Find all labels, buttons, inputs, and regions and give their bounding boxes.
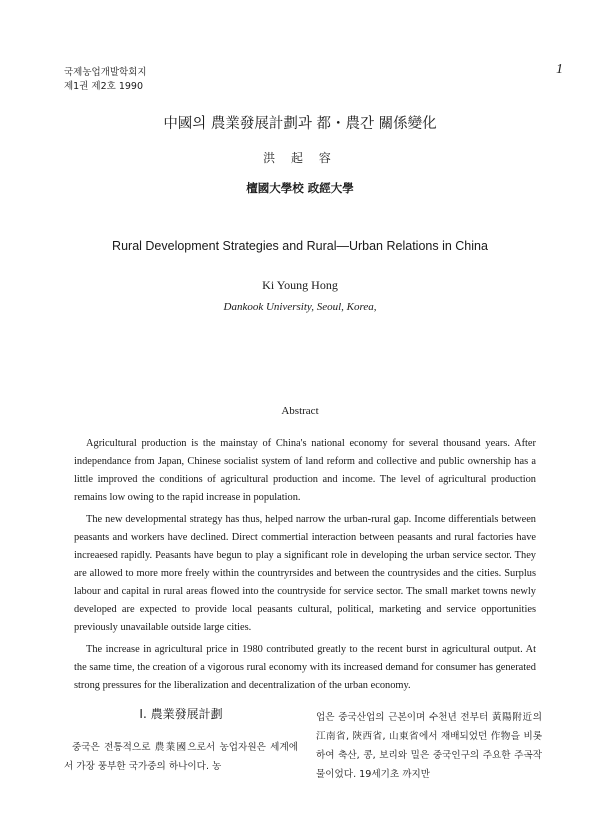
korean-affiliation: 檀國大學校 政經大學 [246,181,354,195]
body-text-right: 업은 중국산업의 근본이며 수천년 전부터 黃陽附近의 江南省, 陝西省, 山東省에서 재배되었던 作物을 비롯하여 축산, 콩, 보리와 밀은 중국인구의 주요한 주곡작물이었다. 19세기초 까지만 [316,712,542,780]
abstract-paragraph: The increase in agricultural price in 1980 contributed greatly to the recent burst in agricultural output. At the same time, the creation of a vigorous rural economy with its increased demand for consumer has generated strong pressures for the liberalization and decentralization of the urban economy. [74,644,536,691]
abstract-body [74,435,536,699]
journal-volume: 제1권 제2호 1990 [64,81,144,92]
english-affiliation: Dankook University, Seoul, Korea, [223,301,377,313]
page-number: 1 [556,62,563,77]
english-title: Rural Development Strategies and Rural—Urban Relations in China [112,239,488,253]
body-right-column [316,708,542,784]
abstract-paragraph: The new developmental strategy has thus, helped narrow the urban-rural gap. Income differentials between peasants and workers have declined. Direct commertial interaction between peasants and rural factories have increaesed rapidly. Peasants have begun to play a significant role in developing the urban service sector. They are allowed to more more freely within the countryrsides and between the countrysides and the cities. Surplus labour and capital in rural areas flowed into the countryside for service sector. The small market towns newly developed are expected to provide local peasants cultural, political, marketing and service opportunities previously unavailable outside large cities. [74,514,536,633]
english-author: Ki Young Hong [262,278,338,292]
journal-header [64,66,147,94]
abstract-paragraph: Agricultural production is the mainstay of China's national economy for several thousand years. After independance from Japan, Chinese socialist system of land reform and collective and public ownership has a little improved the conditions of agricultural production and income. The level of agricultural production remains low owing to the rapid increase in population. [74,438,536,503]
section-heading: Ⅰ. 農業發展計劃 [139,707,223,721]
journal-name: 국제농업개발학회지 [64,67,147,78]
korean-title: 中國의 農業發展計劃과 都・農간 關係變化 [163,116,437,132]
body-left-column [64,705,298,776]
body-text-left: 중국은 전통적으로 農業國으로서 농업자원은 세계에서 가장 풍부한 국가중의 하나이다. 농 [64,742,298,772]
abstract-heading: Abstract [281,405,319,417]
korean-author: 洪 起 容 [263,151,337,165]
